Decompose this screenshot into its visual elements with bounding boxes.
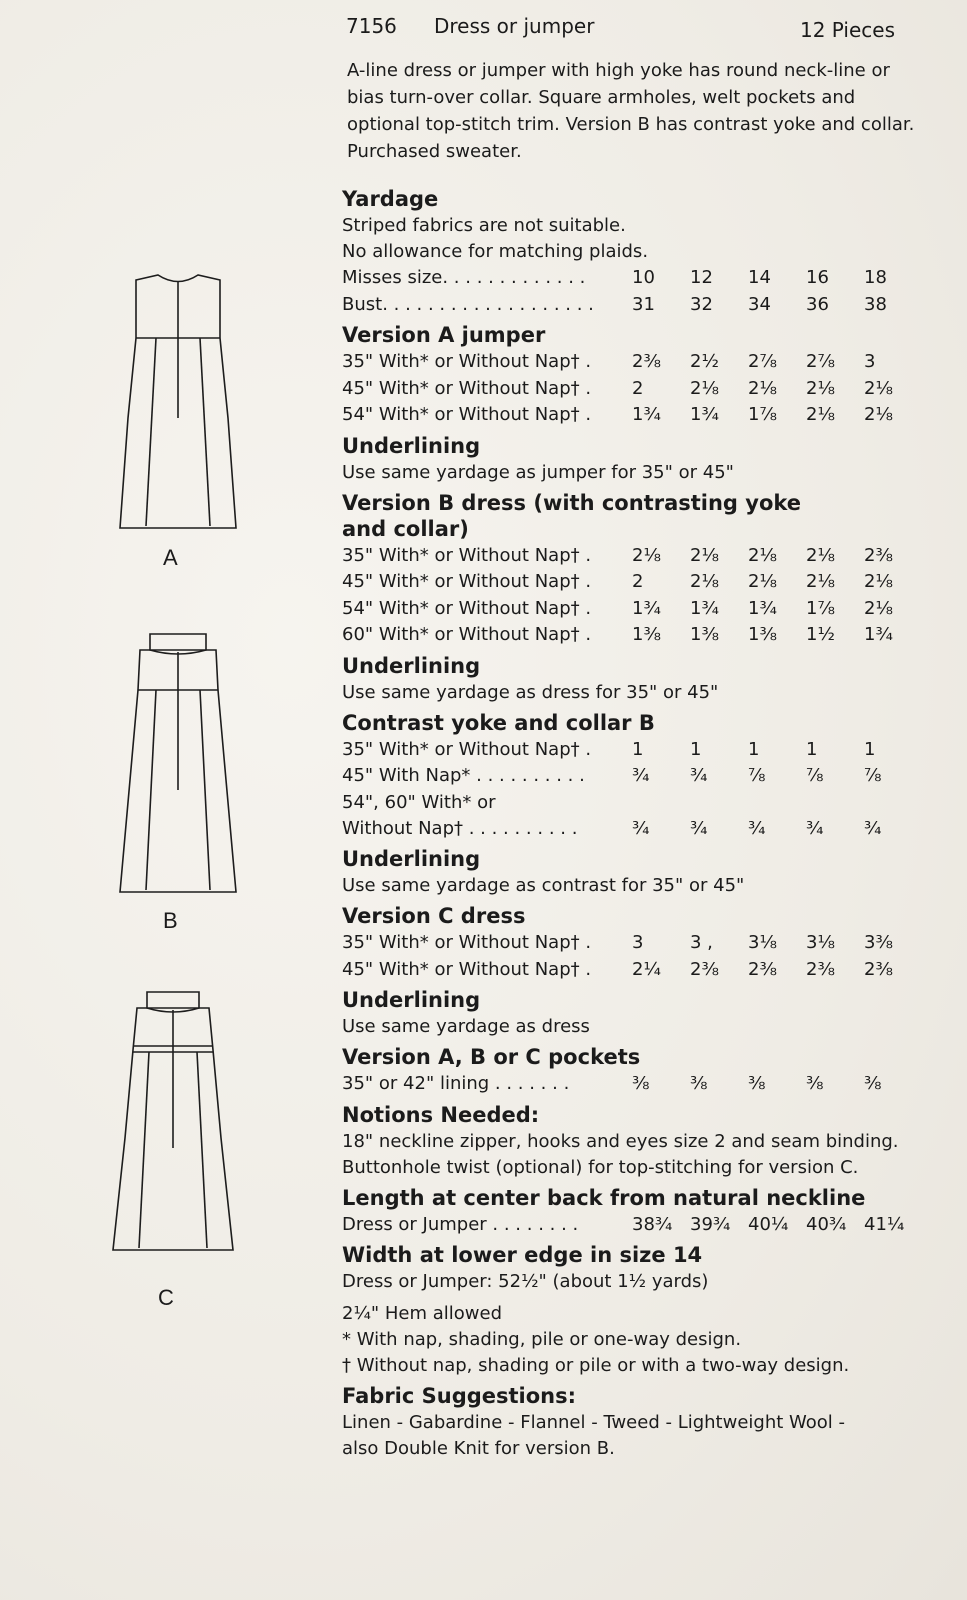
pattern-description: A-line dress or jumper with high yoke has round neck-line or bias turn-over collar. Square armholes, welt pockets and optional top-stitch trim. Version B has contrast yoke and collar. Purchased sweater.	[347, 60, 915, 162]
yardage-value: ¾	[690, 765, 708, 786]
row-label: 35" With* or Without Nap† .	[342, 932, 592, 953]
underlining-heading: Underlining	[342, 847, 481, 871]
yardage-value: ¾	[748, 817, 766, 839]
row-label: 35" With* or Without Nap† .	[342, 738, 592, 760]
table-row	[342, 930, 942, 957]
fabric-text: Linen - Gabardine - Flannel - Tweed - Lightweight Wool -	[342, 1412, 846, 1433]
table-row	[342, 1212, 942, 1239]
yardage-value: 1¾	[632, 404, 661, 425]
yardage-value: 2⅞	[748, 351, 777, 372]
table-row	[342, 349, 942, 376]
table-row	[342, 596, 942, 623]
yardage-value: 1⅜	[690, 624, 719, 645]
yardage-value: ⅜	[864, 1073, 882, 1094]
yardage-value: 1¾	[864, 624, 893, 645]
yardage-value: 2⅜	[864, 544, 893, 566]
yardage-value: 2⅛	[864, 571, 893, 592]
yardage-value: ⅜	[806, 1073, 824, 1094]
yardage-value: 2⅜	[690, 958, 719, 980]
underlining-heading: Underlining	[342, 653, 481, 678]
yardage-heading: Yardage	[342, 187, 439, 211]
yardage-note: No allowance for matching plaids.	[342, 241, 649, 262]
row-label: 54" With* or Without Nap† .	[342, 404, 592, 425]
row-label: 45" With Nap* . . . . . . . . . .	[342, 765, 585, 786]
yardage-value: ¾	[632, 765, 650, 786]
bust-value: 31	[632, 293, 655, 315]
yardage-value: 1	[632, 738, 644, 760]
yardage-value: 2⅛	[748, 377, 777, 399]
underlining-text: Use same yardage as dress	[342, 1016, 590, 1037]
yardage-value: 2¼	[632, 958, 661, 980]
row-label: 54", 60" With* or	[342, 791, 496, 813]
size-value: 14	[748, 267, 771, 288]
size-value: 12	[690, 267, 713, 288]
notions-text: 18" neckline zipper, hooks and eyes size 2 and seam binding. Buttonhole twist (optional) for top-stitching for version C.	[342, 1130, 899, 1178]
row-label: Without Nap† . . . . . . . . . .	[342, 817, 578, 839]
underlining-heading: Underlining	[342, 433, 481, 458]
length-value: 41¼	[864, 1213, 905, 1235]
row-label: 45" With* or Without Nap† .	[342, 958, 592, 980]
figure-a-dress-back	[108, 268, 248, 548]
yardage-value: 2⅛	[864, 404, 893, 425]
size-value: 16	[806, 267, 829, 288]
bust-value: 38	[864, 293, 887, 315]
row-label: 35" or 42" lining . . . . . . .	[342, 1073, 570, 1094]
yardage-value: 2⅞	[806, 351, 835, 372]
size-row-label: Misses size. . . . . . . . . . . . .	[342, 267, 586, 288]
yardage-value: 1	[864, 738, 876, 760]
table-row	[342, 1071, 942, 1098]
row-label: 60" With* or Without Nap† .	[342, 624, 592, 645]
yardage-value: 3 ,	[690, 932, 713, 953]
figure-b-label: B	[163, 908, 178, 933]
pattern-title: Dress or jumper	[434, 14, 595, 38]
table-row	[342, 737, 942, 764]
table-row	[342, 763, 942, 790]
table-row	[342, 816, 942, 843]
yardage-note: Striped fabrics are not suitable.	[342, 215, 626, 236]
yardage-value: 2⅛	[806, 377, 835, 399]
yardage-value: ¾	[632, 817, 650, 839]
yardage-value: ¾	[690, 817, 708, 839]
version-b-heading: Version B dress (with contrasting yoke	[342, 490, 802, 515]
row-label: 45" With* or Without Nap† .	[342, 377, 592, 399]
table-row	[342, 402, 942, 429]
yardage-value: 3	[632, 932, 644, 953]
footnote-with-nap: * With nap, shading, pile or one-way design.	[342, 1329, 742, 1350]
yardage-value: 1⅞	[806, 597, 835, 619]
fabric-heading: Fabric Suggestions:	[342, 1384, 577, 1408]
yardage-value: ¾	[806, 817, 824, 839]
yardage-value: 2½	[690, 351, 719, 372]
yardage-value: 2⅜	[864, 958, 893, 980]
table-row	[342, 569, 942, 596]
figure-c-label: C	[158, 1285, 174, 1310]
size-value: 18	[864, 267, 887, 288]
length-value: 40¼	[748, 1213, 789, 1235]
row-label: 45" With* or Without Nap† .	[342, 571, 592, 592]
row-label: Dress or Jumper . . . . . . . .	[342, 1213, 579, 1235]
yardage-value: ⅜	[690, 1073, 708, 1094]
yardage-value: 2⅜	[806, 958, 835, 980]
length-value: 38¾	[632, 1213, 673, 1235]
table-row	[342, 622, 942, 649]
figure-a-label: A	[163, 545, 178, 570]
yardage-value: 2⅛	[690, 544, 719, 566]
yardage-value: 2⅛	[632, 544, 661, 566]
yardage-chart	[342, 182, 942, 1462]
yardage-value: 1⅜	[632, 624, 661, 645]
yardage-value: 3	[864, 351, 876, 372]
row-label: 35" With* or Without Nap† .	[342, 351, 592, 372]
yardage-value: 2⅛	[864, 597, 893, 619]
width-text: Dress or Jumper: 52½" (about 1½ yards)	[342, 1271, 709, 1292]
version-c-heading: Version C dress	[342, 904, 526, 928]
figure-c-dress-back	[103, 988, 243, 1278]
version-b-heading-cont: and collar)	[342, 516, 469, 541]
fabric-text: also Double Knit for version B.	[342, 1438, 615, 1459]
underlining-text: Use same yardage as contrast for 35" or 45"	[342, 875, 745, 896]
figure-b-dress-back	[108, 630, 248, 910]
bust-row-label: Bust. . . . . . . . . . . . . . . . . . .	[342, 293, 594, 315]
yardage-value: 2⅛	[864, 377, 893, 399]
yardage-value: 2⅛	[806, 544, 835, 566]
length-heading: Length at center back from natural neckline	[342, 1185, 866, 1210]
bust-value: 34	[748, 293, 771, 315]
yardage-value: 2⅛	[690, 377, 719, 399]
yardage-value: 1	[748, 738, 760, 760]
size-row	[342, 265, 942, 292]
bust-value: 36	[806, 293, 829, 315]
hem-text: 2¼" Hem allowed	[342, 1303, 503, 1324]
notions-heading: Notions Needed:	[342, 1102, 540, 1127]
yardage-value: 3⅜	[864, 932, 893, 953]
yardage-value: 1¾	[690, 404, 719, 425]
yardage-value: 2⅜	[632, 351, 661, 372]
yardage-value: 2⅛	[806, 571, 835, 592]
footnote-without-nap: † Without nap, shading or pile or with a two-way design.	[342, 1355, 850, 1376]
yardage-value: 1½	[806, 624, 835, 645]
contrast-heading: Contrast yoke and collar B	[342, 710, 655, 735]
yardage-value: ⅜	[748, 1073, 766, 1094]
yardage-value: ⅜	[632, 1073, 650, 1094]
yardage-value: 2⅛	[748, 544, 777, 566]
underlining-text: Use same yardage as jumper for 35" or 45"	[342, 461, 734, 483]
yardage-value: 3⅛	[748, 932, 777, 953]
yardage-value: 1¾	[690, 597, 719, 619]
length-value: 40¾	[806, 1213, 847, 1235]
yardage-value: ⅞	[748, 765, 766, 786]
row-label: 54" With* or Without Nap† .	[342, 597, 592, 619]
underlining-text: Use same yardage as dress for 35" or 45"	[342, 681, 719, 703]
yardage-value: 1¾	[748, 597, 777, 619]
bust-value: 32	[690, 293, 713, 315]
yardage-value: 2⅜	[748, 958, 777, 980]
length-value: 39¾	[690, 1213, 731, 1235]
yardage-value: ⅞	[864, 765, 882, 786]
bust-row	[342, 292, 942, 319]
pockets-heading: Version A, B or C pockets	[342, 1045, 641, 1069]
yardage-value: 2	[632, 571, 644, 592]
yardage-value: 1	[690, 738, 702, 760]
table-row	[342, 957, 942, 984]
yardage-value: 1¾	[632, 597, 661, 619]
width-heading: Width at lower edge in size 14	[342, 1243, 703, 1267]
yardage-value: 3⅛	[806, 932, 835, 953]
yardage-value: ⅞	[806, 765, 824, 786]
table-row	[342, 543, 942, 570]
size-value: 10	[632, 267, 655, 288]
version-a-heading: Version A jumper	[342, 323, 546, 347]
yardage-value: 2⅛	[748, 571, 777, 592]
yardage-value: ¾	[864, 817, 882, 839]
pattern-pieces: 12 Pieces	[800, 18, 896, 42]
yardage-value: 1⅜	[748, 624, 777, 645]
yardage-value: 2	[632, 377, 644, 399]
table-row	[342, 376, 942, 403]
pattern-number: 7156	[346, 14, 397, 38]
yardage-value: 2⅛	[806, 404, 835, 425]
underlining-heading: Underlining	[342, 988, 481, 1012]
yardage-value: 2⅛	[690, 571, 719, 592]
yardage-value: 1⅞	[748, 404, 777, 425]
row-label: 35" With* or Without Nap† .	[342, 544, 592, 566]
yardage-value: 1	[806, 738, 818, 760]
